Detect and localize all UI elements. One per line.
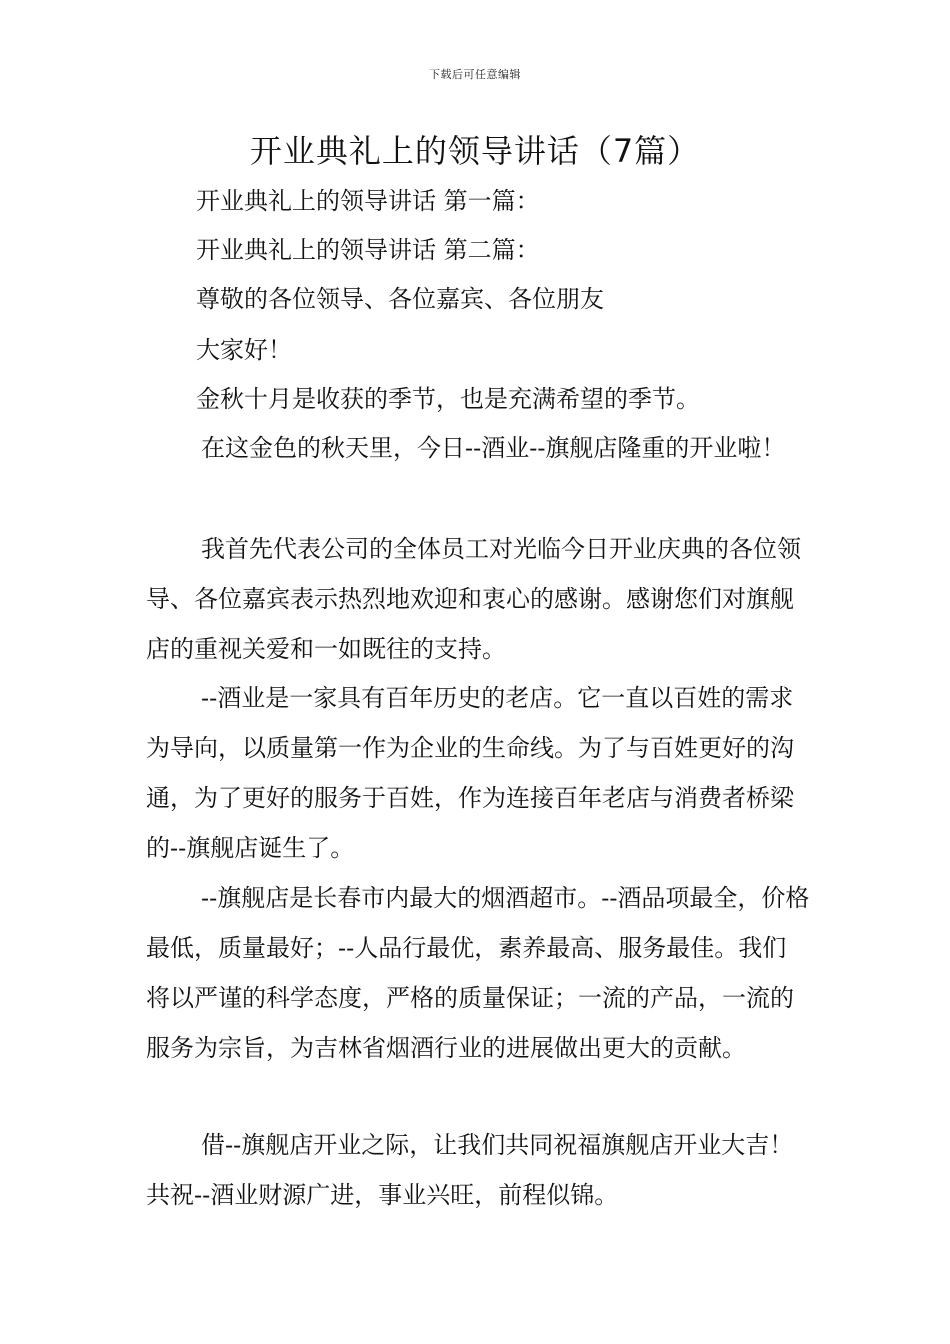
paragraph-7: 我首先代表公司的全体员工对光临今日开业庆典的各位领导、各位嘉宾表示热烈地欢迎和衷心的感谢。感谢您们对旗舰店的重视关爱和一如既往的支持。 [146, 535, 801, 663]
document-title: 开业典礼上的领导讲话（7篇） [249, 132, 701, 170]
paragraph-2: 开业典礼上的领导讲话 第二篇： [196, 236, 540, 264]
paragraph-1: 开业典礼上的领导讲话 第一篇： [196, 187, 540, 215]
paragraph-9: --旗舰店是长春市内最大的烟酒超市。--酒品项最全，价格最低，质量最好；--人品行最优，素养最高、服务最佳。我们将以严谨的科学态度，严格的质量保证；一流的产品，一流的服务为宗旨，为吉林省烟酒行业的进展做出更大的贡献。 [146, 884, 810, 1062]
paragraph-3: 尊敬的各位领导、各位嘉宾、各位朋友 [196, 285, 604, 313]
header-note: 下载后可任意编辑 [429, 68, 521, 81]
paragraph-6: 在这金色的秋天里，今日--酒业--旗舰店隆重的开业啦！ [201, 434, 786, 462]
paragraph-4: 大家好！ [196, 336, 292, 364]
paragraph-10: 借--旗舰店开业之际，让我们共同祝福旗舰店开业大吉！共祝--酒业财源广进，事业兴旺，前程似锦。 [146, 1131, 794, 1209]
paragraph-8: --酒业是一家具有百年历史的老店。它一直以百姓的需求为导向，以质量第一作为企业的生命线。为了与百姓更好的沟通，为了更好的服务于百姓，作为连接百年老店与消费者桥梁的--旗舰店诞生了。 [146, 684, 794, 862]
paragraph-5: 金秋十月是收获的季节，也是充满希望的季节。 [196, 385, 700, 413]
